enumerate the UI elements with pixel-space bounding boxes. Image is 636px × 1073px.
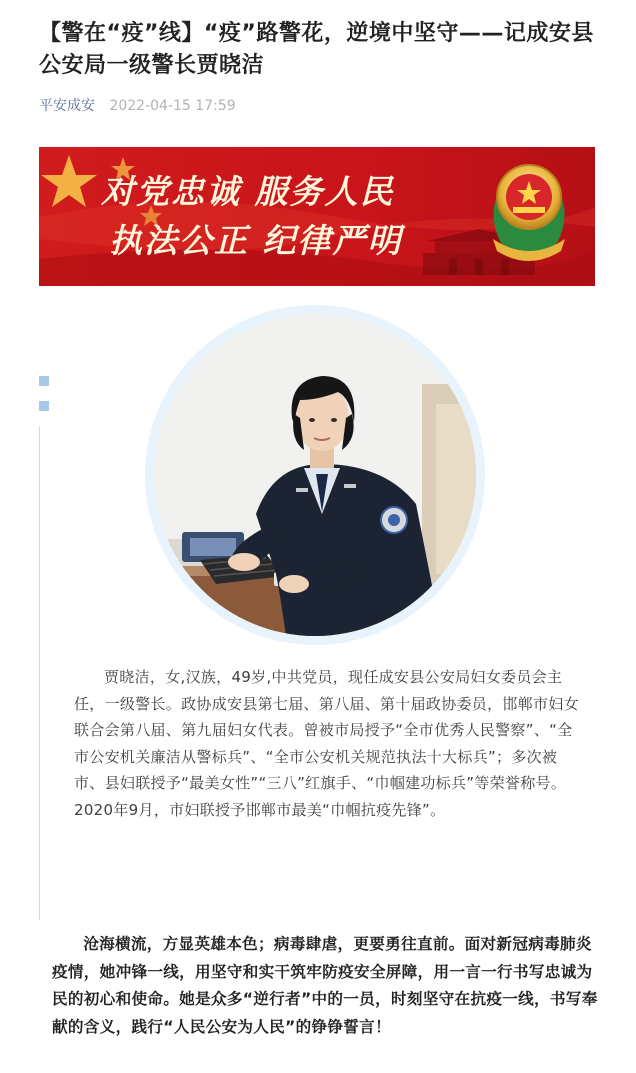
article-title: 【警在“疫”线】“疫”路警花，逆境中坚守——记成安县公安局一级警长贾晓洁: [39, 21, 594, 78]
article-meta: [39, 96, 236, 116]
publish-time: 2022-04-15 17:59: [109, 98, 236, 114]
banner-slogan-line-2: 执法公正 纪律严明: [109, 221, 403, 260]
intro-paragraph: 沧海横流，方显英雄本色；病毒肆虐，更要勇往直前。面对新冠病毒肺炎疫情，她冲锋一线，用坚守和实干筑牢防疫安全屏障，用一言一行书写忠诚为民的初心和使命。她是众多“逆行者”中的一员，时刻坚守在抗疫一线，书写奉献的含义，践行“人民公安为人民”的铮铮誓言！: [52, 935, 598, 1036]
decorative-square: [39, 376, 49, 386]
police-badge-icon: [493, 165, 565, 261]
decorative-square: [39, 401, 49, 411]
officer-portrait: [154, 314, 476, 636]
account-name-link[interactable]: 平安成安: [39, 98, 95, 114]
decorative-vertical-line: [39, 426, 40, 920]
banner-slogan-line-1: 对党忠诚 服务人民: [101, 172, 395, 211]
police-slogan-banner: [39, 147, 595, 286]
officer-bio-paragraph: 贾晓洁，女,汉族，49岁,中共党员，现任成安县公安局妇女委员会主任，一级警长。政协成安县第七届、第八届、第十届政协委员，邯郸市妇女联合会第八届、第九届妇女代表。曾被市局授予“全市优秀人民警察”、“全市公安机关廉洁从警标兵”、“全市公安机关规范执法十大标兵”；多次被市、县妇联授予“最美女性”“三八”红旗手、“巾帼建功标兵”等荣誉称号。2020年9月，市妇联授予邯郸市最美“巾帼抗疫先锋”。: [74, 668, 579, 819]
